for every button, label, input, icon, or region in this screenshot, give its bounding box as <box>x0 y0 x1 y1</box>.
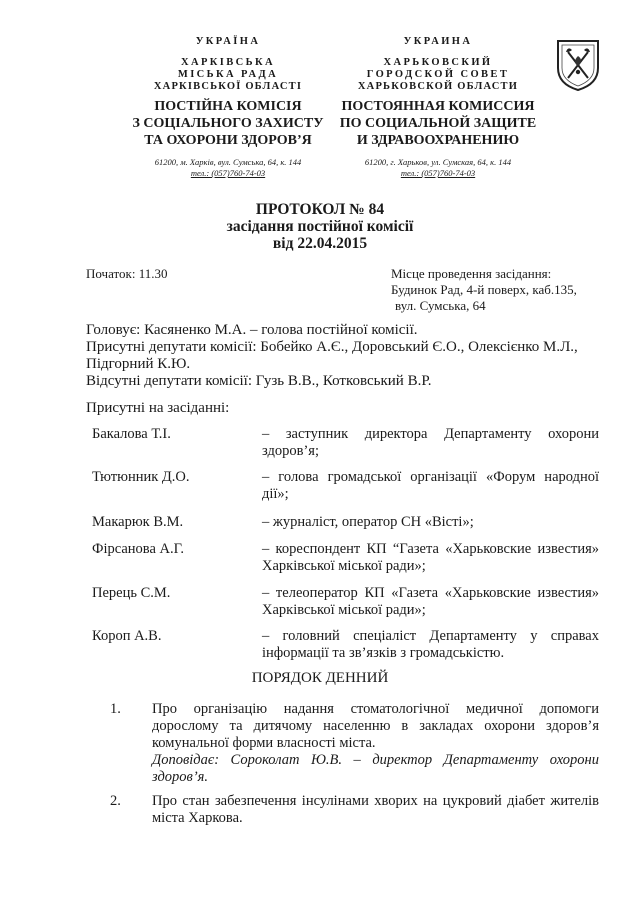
header-left-phone: тел.: (057)760-74-03 <box>190 168 266 178</box>
chair-line: Головує: Касяненко М.А. – голова постійної комісії. <box>86 322 418 338</box>
attendee-name: Макарюк В.М. <box>92 514 184 530</box>
header-left-commission-2: З СОЦІАЛЬНОГО ЗАХИСТУ <box>132 116 324 131</box>
agenda-item-text: Про організацію надання стоматологічної медичної допомоги дорослому та дитячому населенню в закладах охорони здоров’я комунальної форми власності міста. <box>152 701 599 751</box>
protocol-date: від 22.04.2015 <box>272 235 368 252</box>
header-right-council-1: ХАРЬКОВСКИЙ <box>383 57 493 68</box>
header-right-country: УКРАИНА <box>403 36 473 47</box>
agenda-item-text: Про стан забезпечення інсулінами хворих на цукровий діабет жителів міста Харкова. <box>152 793 599 826</box>
attendee-name: Перець С.М. <box>92 585 171 601</box>
header-right-council-3: ХАРЬКОВСКОЙ ОБЛАСТИ <box>357 81 519 92</box>
present-deputies-line-1: Присутні депутати комісії: Бобейко А.Є., Доровський Є.О., Олексієнко М.Л., <box>86 339 578 355</box>
header-left-commission-3: ТА ОХОРОНИ ЗДОРОВ’Я <box>144 133 312 148</box>
protocol-subtitle: засідання постійної комісії <box>226 218 414 235</box>
attendee-name: Фірсанова А.Г. <box>92 541 184 557</box>
header-left-council-2: МІСЬКА РАДА <box>177 69 279 80</box>
header-left-commission-1: ПОСТІЙНА КОМІСІЯ <box>154 99 302 114</box>
attendee-role: – телеоператор КП «Газета «Харьковские известия» Харківської міської ради»; <box>262 585 599 618</box>
attendee-role: – кореспондент КП “Газета «Харьковские известия» Харківської міської ради»; <box>262 541 599 574</box>
attendee-role: – голова громадської організації «Форум народної дії»; <box>262 469 599 502</box>
header-left-country: УКРАЇНА <box>195 36 261 47</box>
header-left-address: 61200, м. Харків, вул. Сумська, 64, к. 144 <box>154 157 302 167</box>
kharkiv-coat-of-arms-icon <box>554 38 602 92</box>
attendee-role: – журналіст, оператор СН «Вісті»; <box>262 514 474 530</box>
header-right-phone: тел.: (057)760-74-03 <box>400 168 476 178</box>
meeting-start: Початок: 11.30 <box>86 266 168 281</box>
attendee-name: Короп А.В. <box>92 628 162 644</box>
agenda-item-number: 1. <box>110 701 121 717</box>
header-left-council-1: ХАРКІВСЬКА <box>180 57 275 68</box>
venue-line-1: Будинок Рад, 4-й поверх, каб.135, <box>391 282 577 297</box>
attendee-name: Тютюнник Д.О. <box>92 469 190 485</box>
attendee-role: – заступник директора Департаменту охорони здоров’я; <box>262 426 599 459</box>
agenda-heading: ПОРЯДОК ДЕННИЙ <box>251 670 389 686</box>
header-right-commission-1: ПОСТОЯННАЯ КОМИССИЯ <box>341 99 535 114</box>
header-right-address: 61200, г. Харьков, ул. Сумская, 64, к. 144 <box>364 157 512 167</box>
present-deputies-line-2: Підгорний К.Ю. <box>86 356 191 372</box>
attendees-label: Присутні на засіданні: <box>86 400 230 416</box>
header-left-council-3: ХАРКІВСЬКОЇ ОБЛАСТІ <box>153 81 303 92</box>
protocol-title: ПРОТОКОЛ № 84 <box>255 201 385 218</box>
venue-line-2: вул. Сумська, 64 <box>395 298 486 313</box>
header-right-commission-3: И ЗДРАВООХРАНЕНИЮ <box>356 133 520 148</box>
header-right-council-2: ГОРОДСКОЙ СОВЕТ <box>366 69 510 80</box>
venue-label: Місце проведення засідання: <box>391 266 552 281</box>
absent-deputies-line: Відсутні депутати комісії: Гузь В.В., Котковський В.Р. <box>86 373 432 389</box>
agenda-item-number: 2. <box>110 793 121 809</box>
attendee-name: Бакалова Т.І. <box>92 426 171 442</box>
attendee-role: – головний спеціаліст Департаменту у справах інформації та зв’язків з громадськістю. <box>262 628 599 661</box>
header-right-commission-2: ПО СОЦИАЛЬНОЙ ЗАЩИТЕ <box>339 116 537 131</box>
agenda-item-speaker: Доповідає: Сороколат Ю.В. – директор Департаменту охорони здоров’я. <box>152 752 599 785</box>
